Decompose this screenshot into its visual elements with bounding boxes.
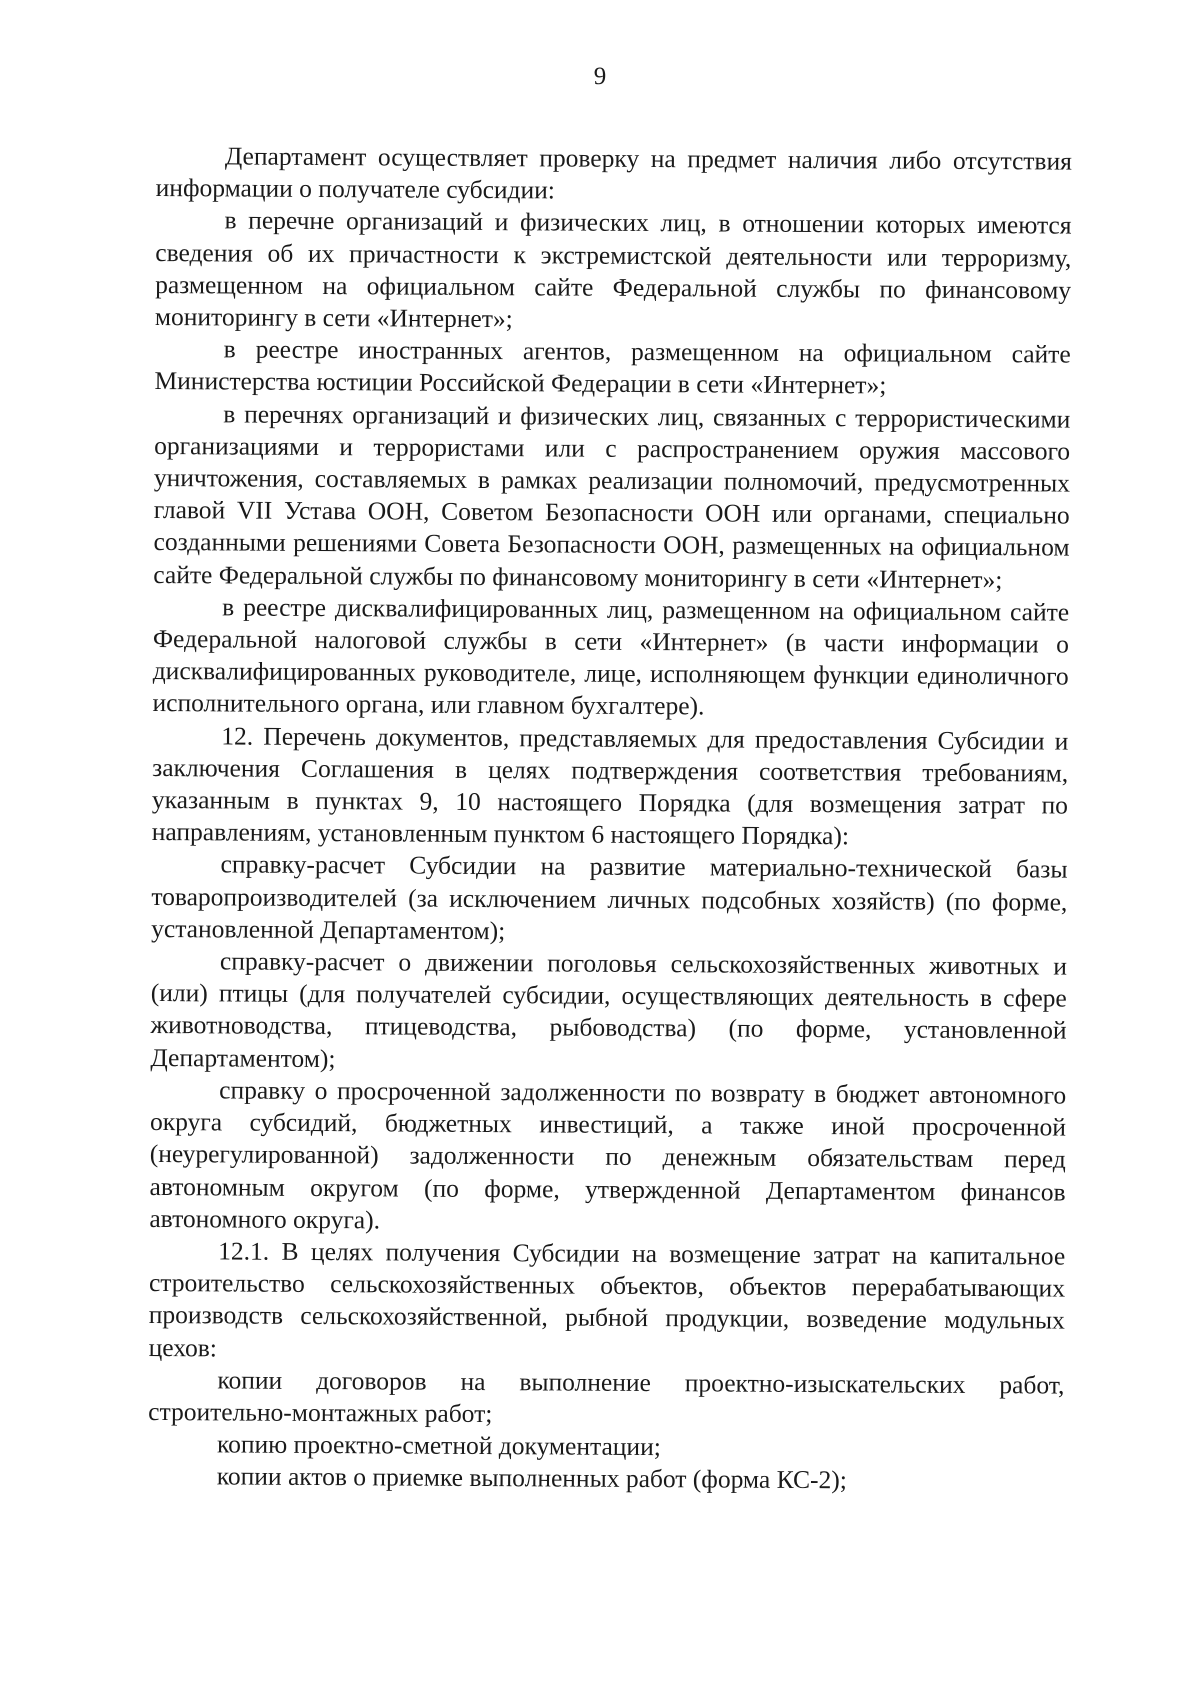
paragraph-item-12-1: 12.1. В целях получения Субсидии на возмещение затрат на капитальное строительство сельскохозяйственных объектов, объектов перерабатывающих производств сельскохозяйственной, рыбной продукции, возведение модульных цехов: xyxy=(148,1236,1066,1362)
paragraph-foreign-agents-registry: в реестре иностранных агентов, размещенном на официальном сайте Министерства юстиции Российской Федерации в сети «Интернет»; xyxy=(154,334,1071,400)
paragraph-disqualified-registry: в реестре дисквалифицированных лиц, размещенном на официальном сайте Федеральной налоговой службы в сети «Интернет» (в части информации о дисквалифицированных руководителе, лице, исполняющем функции единоличного исполнительного органа, или главном бухгалтере). xyxy=(152,592,1070,721)
paragraph-acceptance-acts: копии актов о приемке выполненных работ (форма КС-2); xyxy=(216,1461,847,1495)
paragraph-overdue-debt: справку о просроченной задолженности по возврату в бюджет автономного округа субсидий, бюджетных инвестиций, а также иной просроченной (неурегулированной) задолженности по денежным обязательствам перед автономным округом (по форме, утвержденной Департаментом финансов автономного округа). xyxy=(149,1075,1067,1235)
paragraph-department-check: Департамент осуществляет проверку на предмет наличия либо отсутствия информации о получателе субсидии: xyxy=(155,141,1072,205)
paragraph-extremism-list: в перечне организаций и физических лиц, в отношении которых имеются сведения об их причастности к экстремистской деятельности или терроризму, размещенном на официальном сайте Федеральной службы по финансовому мониторингу в сети «Интернет»; xyxy=(154,205,1072,334)
paragraph-design-docs: копию проектно-сметной документации; xyxy=(216,1429,661,1462)
paragraph-calc-livestock: справку-расчет о движении поголовья сельскохозяйственных животных и (или) птицы (для получателей субсидии, осуществляющих деятельность в сфере животноводства, птицеводства, рыбоводства) (по форме, установленной Департаментом); xyxy=(150,946,1068,1073)
paragraph-calc-material-base: справку-расчет Субсидии на развитие материально-технической базы товаропроизводителей (за исключением личных подсобных хозяйств) (по форме, установленной Департаментом); xyxy=(151,849,1068,946)
paragraph-contract-copies: копии договоров на выполнение проектно-изыскательских работ, строительно-монтажных работ; xyxy=(148,1365,1065,1429)
paragraph-terrorism-lists: в перечнях организаций и физических лиц, связанных с террористическими организациями и террористами или с распространением оружия массового уничтожения, составляемых в рамках реализации полномочий, предусмотренных главой VII Устава ООН, Советом Безопасности ООН или органами, специально созданными решениями Совета Безопасности ООН, размещенных на официальном сайте Федеральной службы по финансовому мониторингу в сети «Интернет»; xyxy=(153,399,1071,594)
page-number: 9 xyxy=(593,63,607,90)
paragraph-item-12: 12. Перечень документов, представляемых для предоставления Субсидии и заключения Соглашения в целях подтверждения соответствия требованиям, указанным в пунктах 9, 10 настоящего Порядка (для возмещения затрат по направлениям, установленным пунктом 6 настоящего Порядка): xyxy=(151,721,1069,851)
document-body xyxy=(148,140,1072,1498)
